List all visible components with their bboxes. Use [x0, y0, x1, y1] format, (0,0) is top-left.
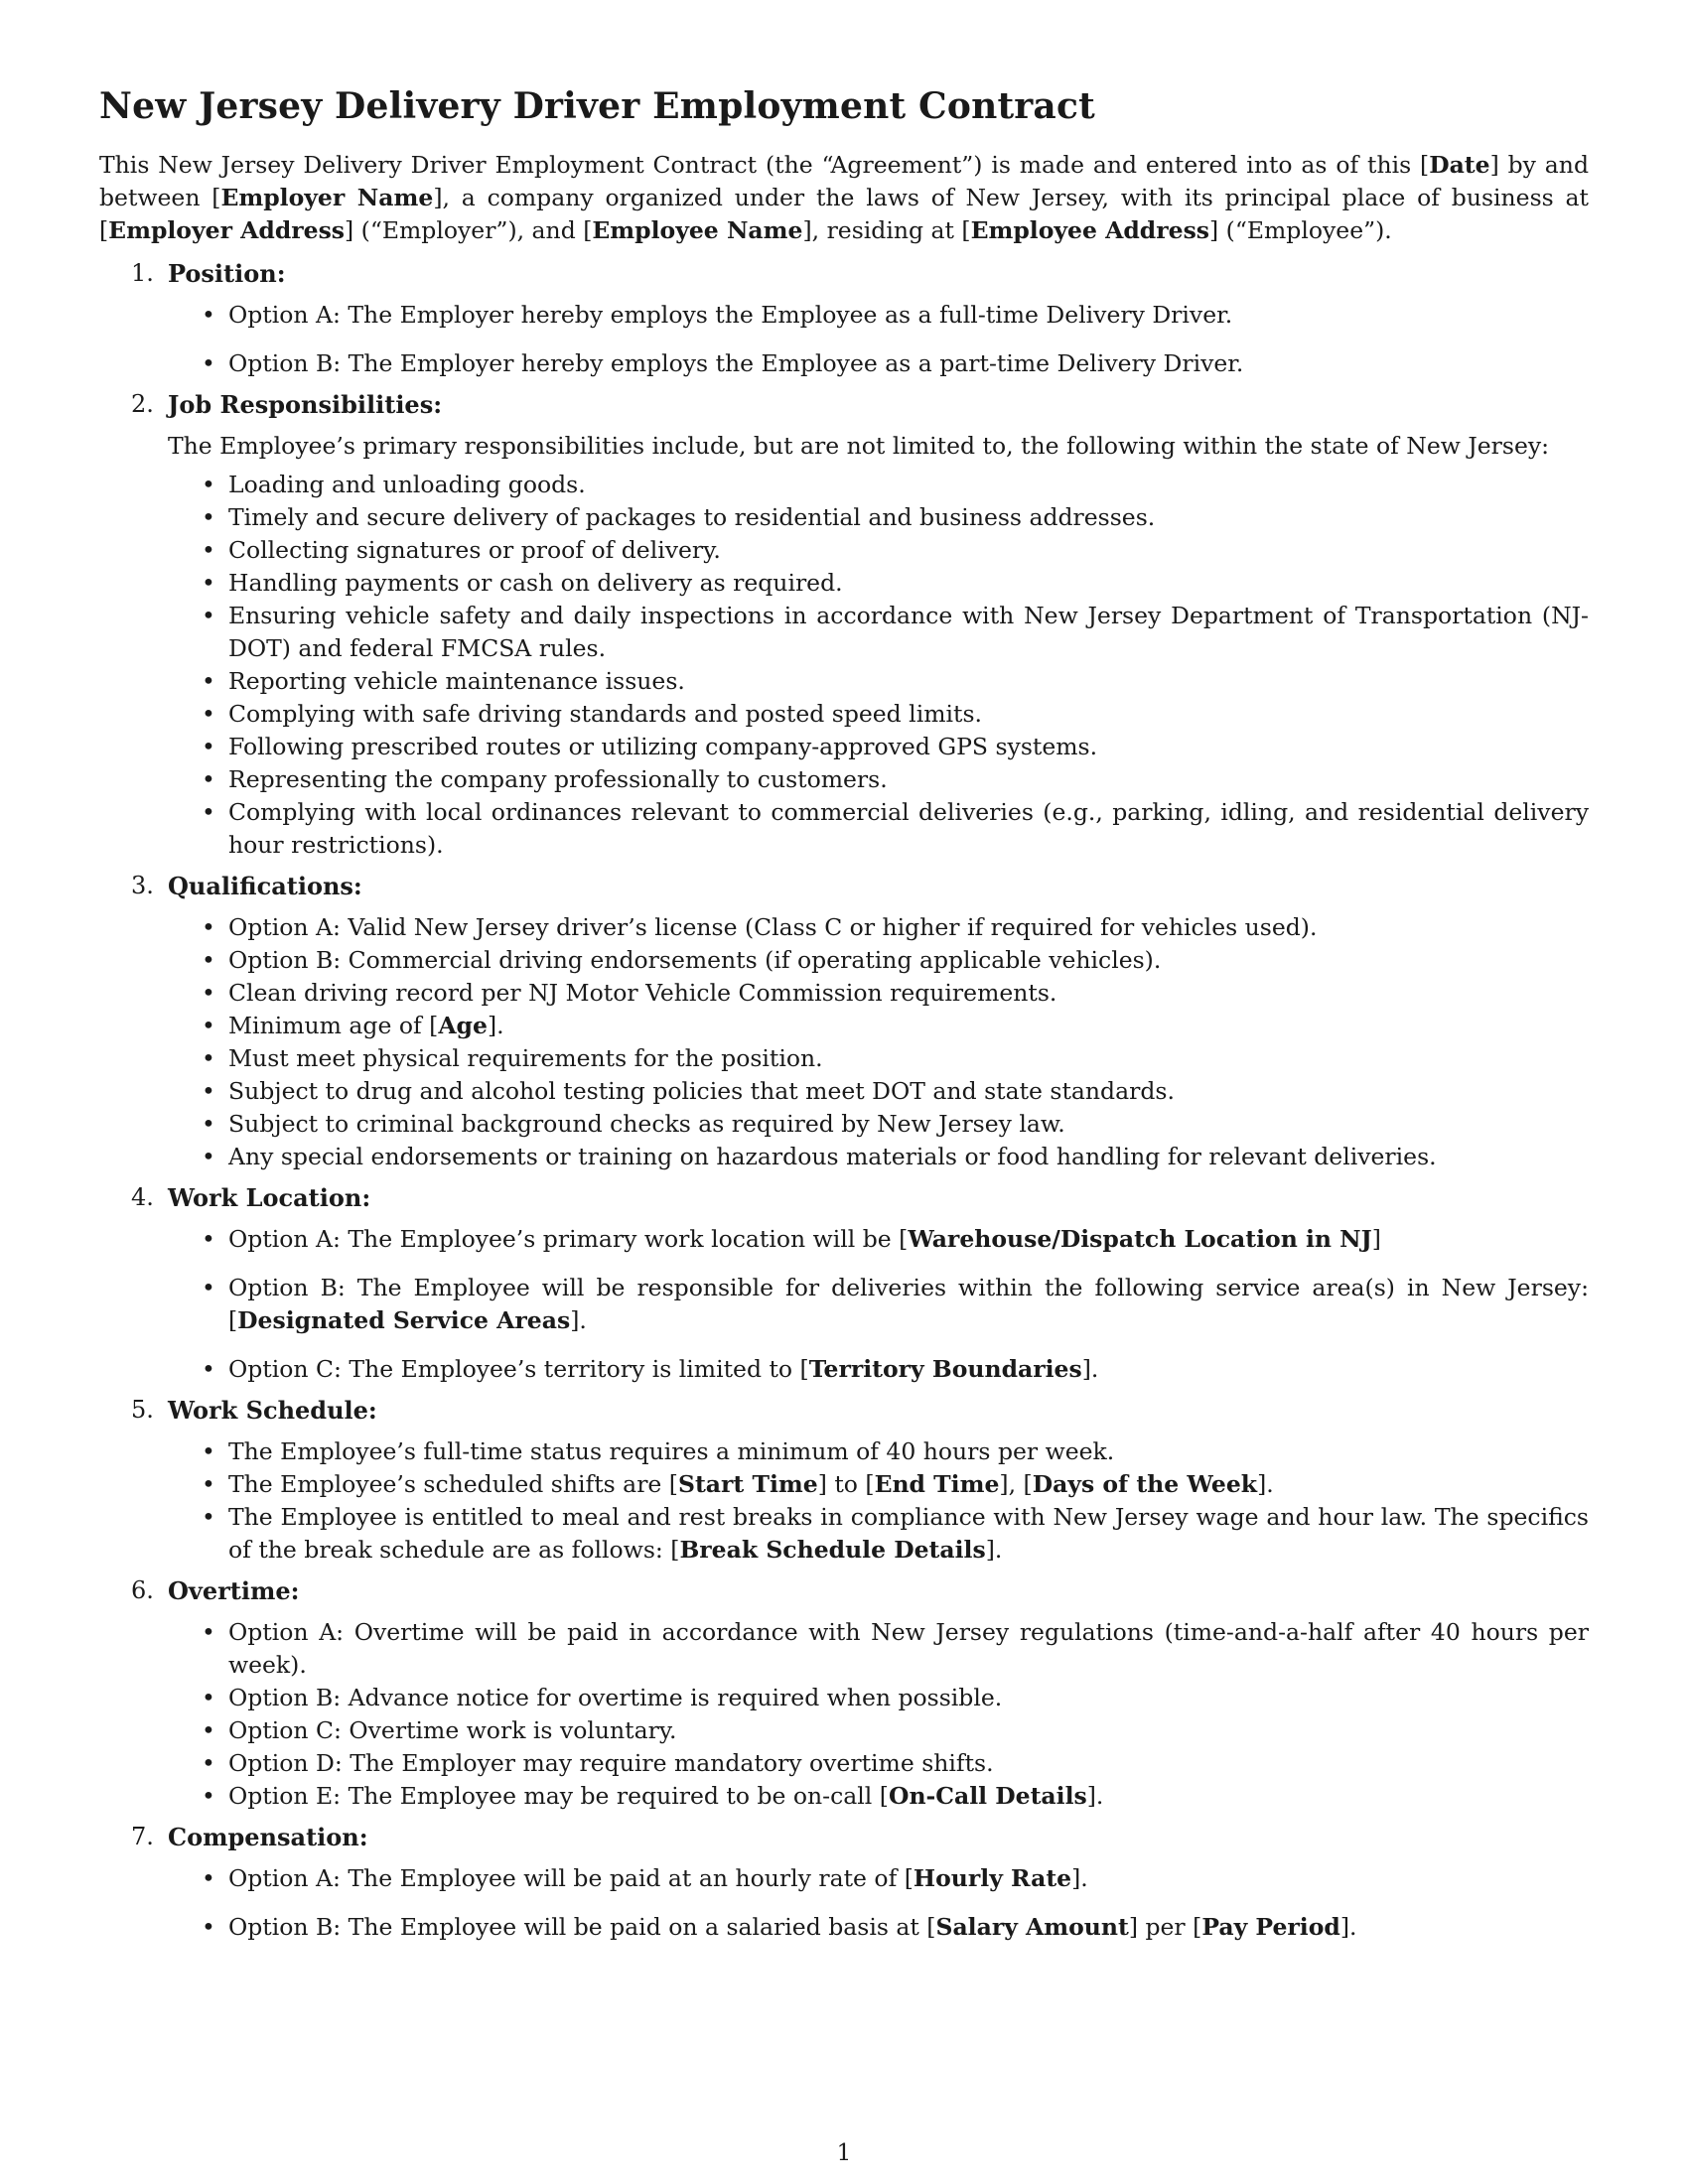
item-text: ]. [1257, 1470, 1274, 1498]
intro-text: ], a company organized under the laws of New Jersey, with its principal place of business at [ [99, 184, 1589, 244]
list-item: • Option A: Valid New Jersey driver’s license (Class C or higher if required for vehicles used). [168, 911, 1589, 944]
section-work-schedule [99, 1394, 1589, 1567]
item-text: ] to [ [817, 1470, 875, 1498]
date-field: Date [1429, 151, 1490, 179]
item-text: Option A: The Employee will be paid at an hourly rate of [ [228, 1864, 914, 1892]
section-heading [131, 1181, 1589, 1215]
age-field: Age [438, 1012, 488, 1039]
list-item: • Option A: The Employer hereby employs the Employee as a full-time Delivery Driver. [168, 299, 1589, 332]
list-item [168, 1353, 1589, 1386]
list-item: • Handling payments or cash on delivery as required. [168, 567, 1589, 600]
list-item: • Subject to criminal background checks as required by New Jersey law. [168, 1108, 1589, 1141]
list-item: • Option B: Advance notice for overtime is required when possible. [168, 1682, 1589, 1714]
list-item: • Complying with local ordinances relevant to commercial deliveries (e.g., parking, idling, and residential delivery hour restrictions). [168, 796, 1589, 862]
intro-paragraph [99, 149, 1589, 247]
qualifications-list [168, 911, 1589, 1173]
salary-amount-field: Salary Amount [935, 1913, 1129, 1941]
section-heading [131, 1821, 1589, 1854]
pay-period-field: Pay Period [1201, 1913, 1340, 1941]
list-item: • Option B: Commercial driving endorsements (if operating applicable vehicles). [168, 944, 1589, 977]
list-item: • Complying with safe driving standards and posted speed limits. [168, 698, 1589, 731]
list-item [168, 1272, 1589, 1337]
location-options [168, 1223, 1589, 1386]
employer-address-field: Employer Address [108, 216, 346, 244]
warehouse-location-field: Warehouse/Dispatch Location in NJ [908, 1225, 1372, 1253]
document-title: New Jersey Delivery Driver Employment Contract [99, 85, 1095, 127]
list-item: • Option B: The Employer hereby employs the Employee as a part-time Delivery Driver. [168, 347, 1589, 380]
item-text: ] [1371, 1225, 1381, 1253]
section-heading [131, 388, 1589, 422]
section-title: Overtime: [168, 1576, 300, 1605]
item-text: ]. [985, 1536, 1003, 1564]
item-text: The Employee’s scheduled shifts are [ [228, 1470, 678, 1498]
section-number: 3. [131, 872, 154, 899]
list-item: • Must meet physical requirements for the position. [168, 1042, 1589, 1075]
section-number: 7. [131, 1823, 154, 1850]
section-number: 5. [131, 1396, 154, 1424]
section-heading [131, 257, 1589, 291]
section-number: 4. [131, 1183, 154, 1211]
document-page [99, 85, 1589, 1952]
section-number: 1. [131, 259, 154, 287]
list-item: • Option C: Overtime work is voluntary. [168, 1714, 1589, 1747]
list-item: • Following prescribed routes or utilizing company-approved GPS systems. [168, 731, 1589, 763]
section-heading [131, 870, 1589, 903]
item-text: Minimum age of [ [228, 1012, 439, 1039]
end-time-field: End Time [874, 1470, 1000, 1498]
section-number: 2. [131, 390, 154, 418]
item-text: ]. [1086, 1782, 1104, 1810]
item-text: ]. [487, 1012, 504, 1039]
intro-text: ] (“Employee”). [1209, 216, 1392, 244]
days-of-week-field: Days of the Week [1032, 1470, 1258, 1498]
page-number: 1 [836, 2140, 852, 2166]
start-time-field: Start Time [677, 1470, 818, 1498]
employer-name-field: Employer Name [220, 184, 434, 211]
section-overtime [99, 1574, 1589, 1813]
item-text: ]. [1339, 1913, 1357, 1941]
on-call-details-field: On-Call Details [888, 1782, 1087, 1810]
section-qualifications [99, 870, 1589, 1173]
hourly-rate-field: Hourly Rate [913, 1864, 1072, 1892]
list-item: • Collecting signatures or proof of delivery. [168, 534, 1589, 567]
item-text: Option B: The Employee will be paid on a salaried basis at [ [228, 1913, 936, 1941]
item-text: The Employee is entitled to meal and rest breaks in compliance with New Jersey wage and hour law. The specifics of the break schedule are as follows: [ [228, 1503, 1589, 1564]
section-title: Job Responsibilities: [168, 390, 443, 419]
item-text: ]. [1081, 1355, 1099, 1383]
intro-text: This New Jersey Delivery Driver Employment Contract (the “Agreement”) is made and entered into as of this [ [99, 151, 1430, 179]
list-item [168, 1468, 1589, 1501]
list-item: • Ensuring vehicle safety and daily inspections in accordance with New Jersey Department of Transportation (NJ-DOT) and federal FMCSA rules. [168, 600, 1589, 665]
intro-text: ], residing at [ [802, 216, 971, 244]
sections-list [99, 257, 1589, 1944]
list-item: • Any special endorsements or training on hazardous materials or food handling for relevant deliveries. [168, 1141, 1589, 1173]
item-text: Option E: The Employee may be required to be on-call [ [228, 1782, 889, 1810]
list-item [168, 1223, 1589, 1256]
list-item: • Timely and secure delivery of packages to residential and business addresses. [168, 501, 1589, 534]
list-item [168, 1010, 1589, 1042]
section-title: Work Location: [168, 1183, 371, 1212]
overtime-options [168, 1616, 1589, 1813]
list-item [168, 1501, 1589, 1567]
section-title: Work Schedule: [168, 1396, 377, 1425]
section-title: Compensation: [168, 1823, 368, 1851]
section-intro: The Employee’s primary responsibilities include, but are not limited to, the following within the state of New Jersey: [168, 432, 1550, 460]
section-compensation [99, 1821, 1589, 1944]
list-item: • Clean driving record per NJ Motor Vehicle Commission requirements. [168, 977, 1589, 1010]
section-job-responsibilities [99, 388, 1589, 862]
service-areas-field: Designated Service Areas [237, 1306, 571, 1334]
employee-name-field: Employee Name [592, 216, 803, 244]
intro-text: ] (“Employer”), and [ [345, 216, 593, 244]
item-text: Option B: The Employee will be responsible for deliveries within the following service area(s) in New Jersey: [ [228, 1274, 1589, 1334]
section-title: Position: [168, 259, 286, 288]
list-item [168, 1780, 1589, 1813]
list-item: • Loading and unloading goods. [168, 469, 1589, 501]
employee-address-field: Employee Address [970, 216, 1210, 244]
territory-boundaries-field: Territory Boundaries [808, 1355, 1082, 1383]
intro-text: ] by and between [ [99, 151, 1589, 211]
item-text: Option C: The Employee’s territory is limited to [ [228, 1355, 809, 1383]
list-item: • Subject to drug and alcohol testing policies that meet DOT and state standards. [168, 1075, 1589, 1108]
section-work-location [99, 1181, 1589, 1386]
list-item: • Option A: Overtime will be paid in accordance with New Jersey regulations (time-and-a-half after 40 hours per week). [168, 1616, 1589, 1682]
list-item [168, 1911, 1589, 1944]
section-number: 6. [131, 1576, 154, 1604]
item-text: ] per [ [1128, 1913, 1202, 1941]
list-item: • Reporting vehicle maintenance issues. [168, 665, 1589, 698]
item-text: ]. [1071, 1864, 1088, 1892]
position-options [168, 299, 1589, 380]
list-item [168, 1862, 1589, 1895]
list-item: • Representing the company professionally to customers. [168, 763, 1589, 796]
list-item: • Option D: The Employer may require mandatory overtime shifts. [168, 1747, 1589, 1780]
section-heading [131, 1574, 1589, 1608]
section-position [99, 257, 1589, 380]
responsibilities-list [168, 469, 1589, 862]
item-text: ], [ [999, 1470, 1033, 1498]
schedule-list [168, 1435, 1589, 1567]
compensation-options [168, 1862, 1589, 1944]
item-text: Option A: The Employee’s primary work location will be [ [228, 1225, 909, 1253]
section-heading [131, 1394, 1589, 1428]
item-text: ]. [570, 1306, 587, 1334]
break-schedule-field: Break Schedule Details [679, 1536, 986, 1564]
section-title: Qualifications: [168, 872, 362, 900]
list-item: • The Employee’s full-time status requires a minimum of 40 hours per week. [168, 1435, 1589, 1468]
